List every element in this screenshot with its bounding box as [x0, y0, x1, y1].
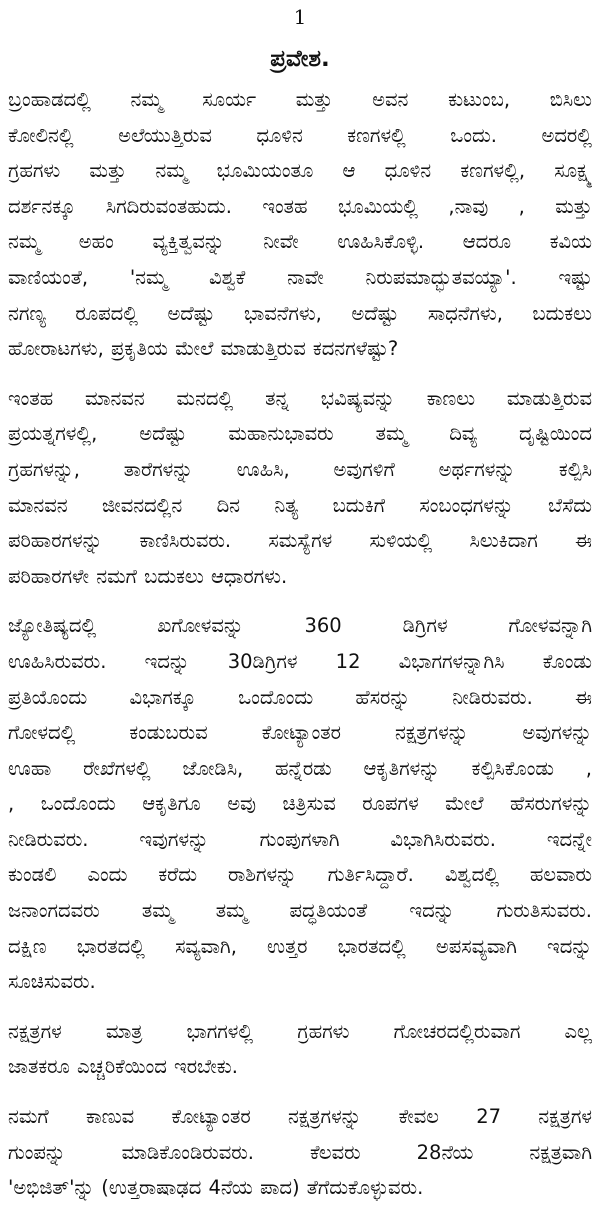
text-line: ನಗಣ್ಯ ರೂಪದಲ್ಲಿ ಅದೆಷ್ಟು ಭಾವನೆಗಳು, ಅದೆಷ್ಟು ಸಾಧನೆಗಳು, ಬದುಕಲು	[8, 301, 592, 325]
text-line: ಕೋಲಿನಲ್ಲಿ ಅಲೆಯುತ್ತಿರುವ ಧೂಳಿನ ಕಣಗಳಲ್ಲಿ ಒಂದು. ಅದರಲ್ಲಿ	[8, 123, 592, 147]
text-line: ಮಾನವನ ಜೀವನದಲ್ಲಿನ ದಿನ ನಿತ್ಯ ಬದುಕಿಗೆ ಸಂಬಂಧಗಳನ್ನು ಬೆಸೆದು	[8, 493, 592, 517]
paragraph	[8, 1014, 592, 1085]
text-line: ಜನಾಂಗದವರು ತಮ್ಮ ತಮ್ಮ ಪದ್ಧತಿಯಂತೆ ಇದನ್ನು ಗುರುತಿಸುವರು.	[8, 899, 592, 923]
paragraph	[8, 82, 592, 367]
text-line: ಜಾತಕರೂ ಎಚ್ಚರಿಕೆಯಿಂದ ಇರಬೇಕು.	[8, 1055, 238, 1079]
text-line: ದರ್ಶನಕ್ಕೂ ಸಿಗದಿರುವಂತಹುದು. ಇಂತಹ ಭೂಮಿಯಲ್ಲಿ ,ನಾವು , ಮತ್ತು	[8, 194, 592, 218]
text-line: ನಮ್ಮ ಅಹಂ ವ್ಯಕ್ತಿತ್ವವನ್ನು ನೀವೇ ಊಹಿಸಿಕೊಳ್ಳಿ. ಆದರೂ ಕವಿಯ	[8, 230, 592, 254]
text-line: ವಾಣಿಯಂತೆ, 'ನಮ್ಮ ವಿಶ್ವಕೆ ನಾವೇ ನಿರುಪಮಾದ್ಭುತವಯ್ಯಾ'. ಇಷ್ಟು	[8, 265, 592, 289]
text-line: ಜ್ಯೋತಿಷ್ಯದಲ್ಲಿ ಖಗೋಳವನ್ನು 360 ಡಿಗ್ರಿಗಳ ಗೋಳವನ್ನಾಗಿ	[8, 614, 592, 638]
text-line: ಪರಿಹಾರಗಳೇ ನಮಗೆ ಬದುಕಲು ಆಧಾರಗಳು.	[8, 564, 288, 588]
paragraph	[8, 381, 592, 595]
page-number: 1	[293, 5, 307, 29]
text-line: ದಕ್ಷಿಣ ಭಾರತದಲ್ಲಿ ಸವ್ಯವಾಗಿ, ಉತ್ತರ ಭಾರತದಲ್ಲಿ ಅಪಸವ್ಯವಾಗಿ ಇದನ್ನು	[8, 934, 592, 958]
text-line: ನಮಗೆ ಕಾಣುವ ಕೋಟ್ಯಾಂತರ ನಕ್ಷತ್ರಗಳನ್ನು ಕೇವಲ 27 ನಕ್ಷತ್ರಗಳ	[8, 1105, 592, 1129]
text-line: ಬ್ರಂಹಾಡದಲ್ಲಿ ನಮ್ಮ ಸೂರ್ಯ ಮತ್ತು ಅವನ ಕುಟುಂಬ, ಬಿಸಿಲು	[8, 88, 592, 111]
text-line: , ಒಂದೊಂದು ಆಕೃತಿಗೂ ಅವು ಚಿತ್ರಿಸುವ ರೂಪಗಳ ಮೇಲೆ ಹೆಸರುಗಳನ್ನು	[8, 792, 592, 816]
text-line: ಸೂಚಿಸುವರು.	[8, 970, 96, 994]
text-line: ಗೋಳದಲ್ಲಿ ಕಂಡುಬರುವ ಕೋಟ್ಯಾಂತರ ನಕ್ಷತ್ರಗಳನ್ನು ಅವುಗಳನ್ನು	[8, 721, 592, 745]
text-line: ಕುಂಡಲಿ ಎಂದು ಕರೆದು ರಾಶಿಗಳನ್ನು ಗುರ್ತಿಸಿದ್ದಾರೆ. ವಿಶ್ವದಲ್ಲಿ ಹಲವಾರು	[8, 863, 592, 887]
text-line: ಪರಿಹಾರಗಳನ್ನು ಕಾಣಿಸಿರುವರು. ಸಮಸ್ಯೆಗಳ ಸುಳಿಯಲ್ಲಿ ಸಿಲುಕಿದಾಗ ಈ	[8, 529, 592, 553]
page-title: ಪ್ರವೇಶ.	[270, 46, 330, 72]
paragraph	[8, 1099, 592, 1206]
text-line: ಗ್ರಹಗಳನ್ನು, ತಾರೆಗಳನ್ನು ಊಹಿಸಿ, ಅವುಗಳಿಗೆ ಅರ್ಥಗಳನ್ನು ಕಲ್ಪಿಸಿ	[8, 457, 592, 481]
text-line: ಪ್ರಯತ್ನಗಳಲ್ಲಿ, ಅದೆಷ್ಟು ಮಹಾನುಭಾವರು ತಮ್ಮ ದಿವ್ಯ ದೃಷ್ಟಿಯಿಂದ	[8, 422, 592, 446]
text-line: ಪ್ರತಿಯೊಂದು ವಿಭಾಗಕ್ಕೂ ಒಂದೊಂದು ಹೆಸರನ್ನು ನೀಡಿರುವರು. ಈ	[8, 685, 592, 709]
text-line: ಗ್ರಹಗಳು ಮತ್ತು ನಮ್ಮ ಭೂಮಿಯಂತೂ ಆ ಧೂಳಿನ ಕಣಗಳಲ್ಲಿ, ಸೂಕ್ಷ್ಮ	[8, 159, 592, 183]
paragraph	[8, 608, 592, 1000]
text-line: ಊಹಿಸಿರುವರು. ಇದನ್ನು 30ಡಿಗ್ರಿಗಳ 12 ವಿಭಾಗಗಳನ್ನಾಗಿಸಿ ಕೊಂಡು	[8, 649, 592, 673]
body-text	[8, 82, 592, 1206]
text-line: ಊಹಾ ರೇಖೆಗಳಲ್ಲಿ ಜೋಡಿಸಿ, ಹನ್ನೆರಡು ಆಕೃತಿಗಳನ್ನು ಕಲ್ಪಿಸಿಕೊಂಡು ,	[8, 756, 592, 780]
text-line: 'ಅಭಿಜಿತ್'ನ್ನು (ಉತ್ತರಾಷಾಢದ 4ನೆಯ ಪಾದ) ತೆಗೆದುಕೊಳ್ಳುವರು.	[8, 1176, 424, 1200]
text-line: ನೀಡಿರುವರು. ಇವುಗಳನ್ನು ಗುಂಪುಗಳಾಗಿ ವಿಭಾಗಿಸಿರುವರು. ಇದನ್ನೇ	[8, 827, 592, 851]
text-line: ಹೋರಾಟಗಳು, ಪ್ರಕೃತಿಯ ಮೇಲೆ ಮಾಡುತ್ತಿರುವ ಕದನಗಳೆಷ್ಟು?	[8, 337, 399, 361]
text-line: ನಕ್ಷತ್ರಗಳ ಮಾತ್ರ ಭಾಗಗಳಲ್ಲಿ ಗ್ರಹಗಳು ಗೋಚರದಲ್ಲಿರುವಾಗ ಎಲ್ಲ	[8, 1019, 592, 1043]
text-line: ಇಂತಹ ಮಾನವನ ಮನದಲ್ಲಿ ತನ್ನ ಭವಿಷ್ಯವನ್ನು ಕಾಣಲು ಮಾಡುತ್ತಿರುವ	[8, 386, 592, 410]
text-line: ಗುಂಪನ್ನು ಮಾಡಿಕೊಂಡಿರುವರು. ಕೆಲವರು 28ನೆಯ ನಕ್ಷತ್ರವಾಗಿ	[8, 1140, 592, 1164]
